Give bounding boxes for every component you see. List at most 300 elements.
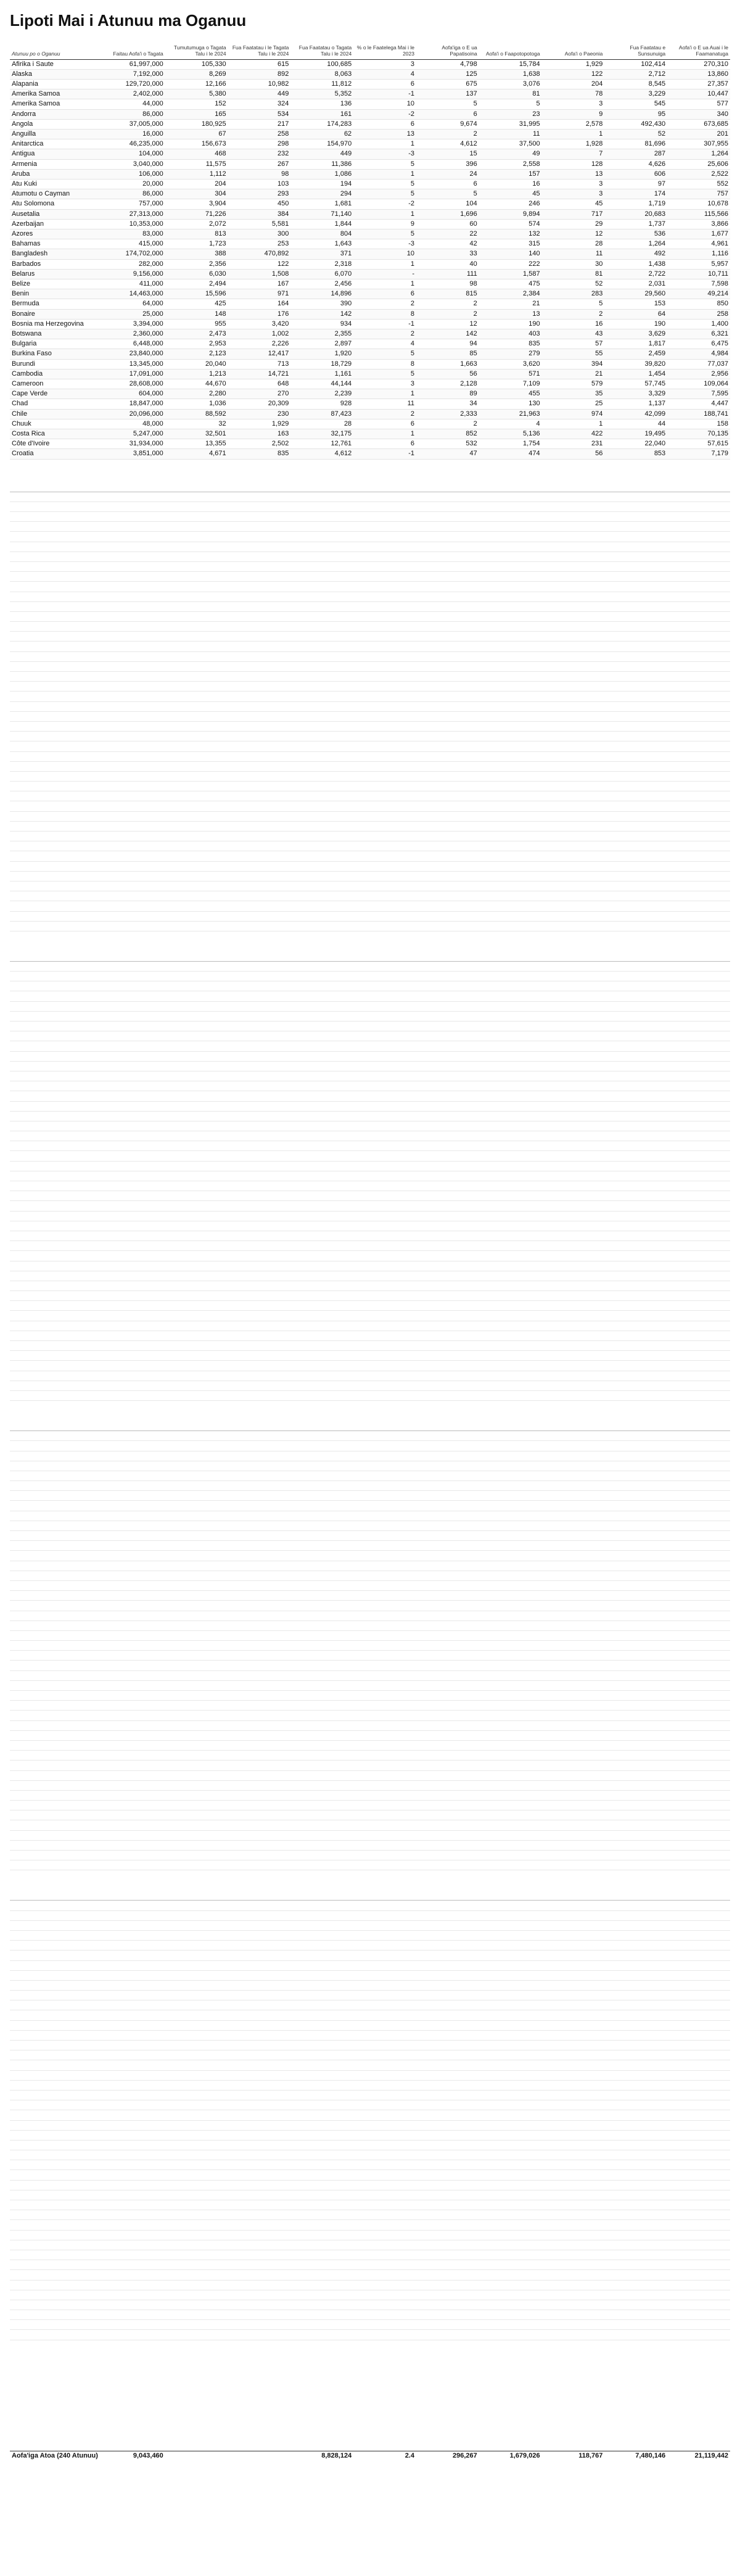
table-cell: 33 [416, 249, 479, 259]
table-cell: 201 [667, 129, 730, 139]
table-cell: 1,844 [290, 219, 353, 229]
table-row [10, 1361, 730, 1371]
table-cell: 300 [228, 229, 291, 239]
table-cell: 47 [416, 449, 479, 459]
table-cell: 6 [353, 289, 416, 299]
table-row [10, 1371, 730, 1381]
table-cell: 3 [542, 99, 605, 109]
table-cell: 20,000 [102, 179, 165, 189]
table-row [10, 2150, 730, 2160]
table-cell: 11,812 [290, 79, 353, 89]
total-cell: 8,828,124 [290, 2451, 353, 2461]
table-row [10, 632, 730, 642]
table-row [10, 189, 730, 199]
table-cell: 928 [290, 399, 353, 409]
table-cell: 324 [228, 99, 291, 109]
table-row [10, 1561, 730, 1571]
table-row [10, 1351, 730, 1361]
table-row [10, 229, 730, 239]
table-cell: 163 [228, 429, 291, 439]
table-row [10, 179, 730, 189]
table-cell: 279 [479, 349, 542, 359]
country-name-cell: Alaska [10, 69, 102, 79]
table-row [10, 2260, 730, 2270]
country-name-cell: Bulgaria [10, 339, 102, 349]
table-cell: 12 [542, 229, 605, 239]
page-title: Lipoti Mai i Atunuu ma Oganuu [10, 11, 247, 30]
total-cell [165, 2451, 228, 2461]
total-cell: 9,043,460 [102, 2451, 165, 2461]
table-row [10, 2290, 730, 2300]
table-cell: 3,620 [479, 359, 542, 369]
table-cell: 230 [228, 409, 291, 419]
table-cell: 2 [353, 329, 416, 339]
table-cell: 45 [479, 189, 542, 199]
table-cell: 10,447 [667, 89, 730, 99]
table-cell: 62 [290, 129, 353, 139]
table-cell: 606 [604, 169, 667, 179]
table-cell: 287 [604, 149, 667, 159]
table-cell: 1 [353, 259, 416, 269]
table-row [10, 1651, 730, 1661]
table-cell: 194 [290, 179, 353, 189]
table-cell: 20,040 [165, 359, 228, 369]
table-row [10, 1591, 730, 1601]
table-cell: 6,070 [290, 269, 353, 279]
table-row [10, 2181, 730, 2190]
table-row [10, 1521, 730, 1531]
table-row [10, 1031, 730, 1041]
table-cell: 5,380 [165, 89, 228, 99]
table-cell: 57,745 [604, 379, 667, 389]
table-cell: 2,459 [604, 349, 667, 359]
table-cell: 42,099 [604, 409, 667, 419]
table-cell: 8 [353, 309, 416, 319]
table-cell: 16 [542, 319, 605, 329]
table-cell: 3,851,000 [102, 449, 165, 459]
table-row [10, 1451, 730, 1461]
table-row [10, 2170, 730, 2180]
table-cell: 2,473 [165, 329, 228, 339]
table-row [10, 1012, 730, 1022]
table-row [10, 1571, 730, 1581]
country-name-cell: Atu Kuki [10, 179, 102, 189]
table-cell: 813 [165, 229, 228, 239]
table-cell: 8,063 [290, 69, 353, 79]
table-row [10, 2110, 730, 2120]
table-cell: 97 [604, 179, 667, 189]
table-body [10, 1431, 730, 1870]
table-cell: 6,475 [667, 339, 730, 349]
table-row [10, 2281, 730, 2290]
table-cell: 7,192,000 [102, 69, 165, 79]
table-cell: 148 [165, 309, 228, 319]
table-row [10, 1671, 730, 1681]
table-row [10, 69, 730, 79]
table-cell: 532 [416, 439, 479, 449]
table-row [10, 449, 730, 459]
table-row [10, 1022, 730, 1031]
table-cell: 70,135 [667, 429, 730, 439]
table-cell: 552 [667, 179, 730, 189]
table-row [10, 851, 730, 861]
country-name-cell: Azores [10, 229, 102, 239]
table-cell: 32 [165, 419, 228, 429]
table-row [10, 2021, 730, 2031]
country-name-cell: Cameroon [10, 379, 102, 389]
table-body [10, 1901, 730, 2340]
country-name-cell: Amerika Samoa [10, 99, 102, 109]
table-cell: 39,820 [604, 359, 667, 369]
table-cell: 18,847,000 [102, 399, 165, 409]
table-row [10, 209, 730, 219]
table-row [10, 1820, 730, 1830]
table-row [10, 1751, 730, 1761]
country-name-cell: Cape Verde [10, 389, 102, 399]
table-row [10, 309, 730, 319]
table-cell: 5 [353, 179, 416, 189]
table-cell: 5,136 [479, 429, 542, 439]
column-header: Tumutumuga o Tagata Talu i le 2024 [165, 44, 228, 59]
table-cell: 1 [353, 169, 416, 179]
table-header-row [10, 44, 730, 59]
table-cell: 78 [542, 89, 605, 99]
table-row [10, 1091, 730, 1101]
country-name-cell: Burundi [10, 359, 102, 369]
table-row [10, 532, 730, 542]
country-name-cell: Anguilla [10, 129, 102, 139]
table-cell: 4 [479, 419, 542, 429]
table-row [10, 1641, 730, 1651]
column-header: % o le Faatelega Mai i le 2023 [353, 44, 416, 59]
table-cell: 1,587 [479, 269, 542, 279]
table-row [10, 2041, 730, 2050]
table-row [10, 1281, 730, 1291]
table-cell: 19,495 [604, 429, 667, 439]
table-cell: 1,438 [604, 259, 667, 269]
table-cell: 45 [542, 199, 605, 209]
table-row [10, 732, 730, 741]
table-cell: 293 [228, 189, 291, 199]
table-row [10, 1151, 730, 1161]
table-cell: 1,638 [479, 69, 542, 79]
table-row [10, 1381, 730, 1391]
table-cell: 12,417 [228, 349, 291, 359]
table-row [10, 1621, 730, 1631]
table-cell: 2,384 [479, 289, 542, 299]
table-row [10, 1951, 730, 1960]
table-cell: 852 [416, 429, 479, 439]
table-cell: 14,896 [290, 289, 353, 299]
table-row [10, 2081, 730, 2091]
table-row [10, 1901, 730, 1910]
table-cell: 1,754 [479, 439, 542, 449]
table-cell: 371 [290, 249, 353, 259]
table-cell: 835 [228, 449, 291, 459]
table-row [10, 299, 730, 309]
table-cell: 11 [542, 249, 605, 259]
country-name-cell: Côte d'Ivoire [10, 439, 102, 449]
table-cell: 95 [604, 109, 667, 119]
table-cell: 31,995 [479, 119, 542, 129]
table-cell: 474 [479, 449, 542, 459]
table-row [10, 832, 730, 841]
table-row [10, 99, 730, 109]
table-cell: 109,064 [667, 379, 730, 389]
table-row [10, 1841, 730, 1851]
total-cell: 118,767 [542, 2451, 605, 2461]
country-name-cell: Antigua [10, 149, 102, 159]
table-cell: 1,643 [290, 239, 353, 249]
table-cell: 35 [542, 389, 605, 399]
table-cell: 394 [542, 359, 605, 369]
table-cell: 384 [228, 209, 291, 219]
table-cell: 15,596 [165, 289, 228, 299]
table-row [10, 1471, 730, 1481]
table-row [10, 1271, 730, 1281]
table-row [10, 1171, 730, 1181]
table-cell: 2,522 [667, 169, 730, 179]
table-cell: 37,005,000 [102, 119, 165, 129]
table-row [10, 822, 730, 832]
table-row [10, 891, 730, 901]
table-cell: 31,934,000 [102, 439, 165, 449]
table-row [10, 492, 730, 502]
table-cell: 2,494 [165, 279, 228, 289]
table-cell: 3,394,000 [102, 319, 165, 329]
country-name-cell: Barbados [10, 259, 102, 269]
table-cell: 9 [353, 219, 416, 229]
table-row [10, 1212, 730, 1221]
table-row [10, 2220, 730, 2230]
table-cell: 1 [353, 389, 416, 399]
table-cell: 468 [165, 149, 228, 159]
table-row [10, 349, 730, 359]
table-cell: 22 [416, 229, 479, 239]
table-cell: 2,360,000 [102, 329, 165, 339]
country-name-cell: Bonaire [10, 309, 102, 319]
table-row [10, 782, 730, 791]
table-cell: 17,091,000 [102, 369, 165, 379]
table-row [10, 2140, 730, 2150]
table-cell: 1,723 [165, 239, 228, 249]
table-cell: 4,671 [165, 449, 228, 459]
table-row [10, 672, 730, 682]
table-cell: 2,239 [290, 389, 353, 399]
table-row [10, 1541, 730, 1551]
country-name-cell: Chad [10, 399, 102, 409]
table-cell: 534 [228, 109, 291, 119]
table-cell: 2,502 [228, 439, 291, 449]
table-row [10, 1431, 730, 1441]
table-cell: 21 [479, 299, 542, 309]
table-row [10, 1341, 730, 1351]
table-cell: 270,310 [667, 59, 730, 69]
table-row [10, 1681, 730, 1691]
table-cell: 1,137 [604, 399, 667, 409]
table-row [10, 1191, 730, 1201]
table-row [10, 1391, 730, 1401]
table-row [10, 169, 730, 179]
table-cell: 25 [542, 399, 605, 409]
table-row [10, 1441, 730, 1451]
table-cell: 10 [353, 249, 416, 259]
table-row [10, 399, 730, 409]
table-cell: 60 [416, 219, 479, 229]
table-cell: 140 [479, 249, 542, 259]
table-cell: 2 [416, 299, 479, 309]
table-cell: 89 [416, 389, 479, 399]
table-cell: 12,761 [290, 439, 353, 449]
country-name-cell: Chile [10, 409, 102, 419]
table-cell: 2,128 [416, 379, 479, 389]
table-cell: 282,000 [102, 259, 165, 269]
table-cell: 10,982 [228, 79, 291, 89]
table-cell: 11,386 [290, 159, 353, 169]
table-row [10, 1931, 730, 1941]
country-name-cell: Alapania [10, 79, 102, 89]
table-body [10, 962, 730, 1401]
table-cell: 13,355 [165, 439, 228, 449]
table-row [10, 219, 730, 229]
table-cell: 4,961 [667, 239, 730, 249]
table-cell: 2,578 [542, 119, 605, 129]
table-cell: 3 [542, 189, 605, 199]
table-cell: 48,000 [102, 419, 165, 429]
table-cell: 4,984 [667, 349, 730, 359]
table-cell: -2 [353, 109, 416, 119]
table-row [10, 269, 730, 279]
table-cell: 1,929 [228, 419, 291, 429]
table-cell: 4,626 [604, 159, 667, 169]
country-name-cell: Cambodia [10, 369, 102, 379]
table-header-row [10, 474, 730, 492]
table-row [10, 1181, 730, 1191]
table-cell: 18,729 [290, 359, 353, 369]
table-row [10, 1991, 730, 2000]
table-cell: 44,670 [165, 379, 228, 389]
table-row [10, 2131, 730, 2140]
country-name-cell: Anitarctica [10, 139, 102, 149]
table-row [10, 1301, 730, 1311]
table-row [10, 259, 730, 269]
table-row [10, 612, 730, 622]
table-cell: 1 [353, 209, 416, 219]
table-row [10, 89, 730, 99]
table-row [10, 741, 730, 751]
table-cell: 190 [479, 319, 542, 329]
table-row [10, 2091, 730, 2100]
table-row [10, 2071, 730, 2081]
total-cell: 1,679,026 [479, 2451, 542, 2461]
table-cell: 12,166 [165, 79, 228, 89]
table-row [10, 129, 730, 139]
report-continuation [10, 474, 730, 2448]
table-cell: 136 [290, 99, 353, 109]
table-cell: 3 [353, 59, 416, 69]
table-row [10, 429, 730, 439]
table-cell: -1 [353, 319, 416, 329]
table-row [10, 1531, 730, 1541]
table-row [10, 1731, 730, 1741]
table-cell: 180,925 [165, 119, 228, 129]
table-cell: 125 [416, 69, 479, 79]
table-row [10, 109, 730, 119]
table-cell: 2,355 [290, 329, 353, 339]
table-cell: 102,414 [604, 59, 667, 69]
table-cell: 20,309 [228, 399, 291, 409]
table-row [10, 2160, 730, 2170]
table-row [10, 1631, 730, 1641]
table-cell: 1,264 [604, 239, 667, 249]
table-cell: 81 [542, 269, 605, 279]
column-header: Aofa'i o Faapotopotoga [479, 44, 542, 59]
table-cell: 1,719 [604, 199, 667, 209]
table-cell: 49,214 [667, 289, 730, 299]
table-row [10, 1981, 730, 1991]
table-cell: 2,456 [290, 279, 353, 289]
table-row [10, 752, 730, 762]
table-cell: 29,560 [604, 289, 667, 299]
table-cell: 176 [228, 309, 291, 319]
table-body [10, 492, 730, 931]
table-cell: 545 [604, 99, 667, 109]
table-cell: 415,000 [102, 239, 165, 249]
table-row [10, 1481, 730, 1491]
table-row [10, 2190, 730, 2200]
table-cell: 34 [416, 399, 479, 409]
table-cell: 158 [667, 419, 730, 429]
table-cell: 86,000 [102, 109, 165, 119]
country-name-cell: Afirika i Saute [10, 59, 102, 69]
table-cell: 3,076 [479, 79, 542, 89]
table-cell: 111 [416, 269, 479, 279]
table-cell: 974 [542, 409, 605, 419]
table-cell: 204 [165, 179, 228, 189]
table-cell: 3,629 [604, 329, 667, 339]
table-row [10, 1141, 730, 1151]
table-cell: 83,000 [102, 229, 165, 239]
table-cell: 27,357 [667, 79, 730, 89]
table-row [10, 791, 730, 801]
table-cell: 11,575 [165, 159, 228, 169]
table-cell: 81,696 [604, 139, 667, 149]
table-cell: 174,283 [290, 119, 353, 129]
table-cell: 5,352 [290, 89, 353, 99]
table-row [10, 1201, 730, 1211]
table-cell: 44 [604, 419, 667, 429]
table-row [10, 2320, 730, 2330]
table-row [10, 722, 730, 732]
table-row [10, 572, 730, 582]
table-row [10, 359, 730, 369]
table-row [10, 1771, 730, 1781]
table-cell: 1,737 [604, 219, 667, 229]
table-row [10, 991, 730, 1001]
table-row [10, 2121, 730, 2131]
total-cell: 21,119,442 [667, 2451, 730, 2461]
table-cell: 8,269 [165, 69, 228, 79]
table-cell: 1,677 [667, 229, 730, 239]
table-cell: 137 [416, 89, 479, 99]
table-row [10, 1761, 730, 1770]
table-cell: 892 [228, 69, 291, 79]
table-cell: 156,673 [165, 139, 228, 149]
table-row [10, 972, 730, 981]
table-row [10, 2031, 730, 2041]
country-name-cell: Burkina Faso [10, 349, 102, 359]
table-cell: 12 [416, 319, 479, 329]
